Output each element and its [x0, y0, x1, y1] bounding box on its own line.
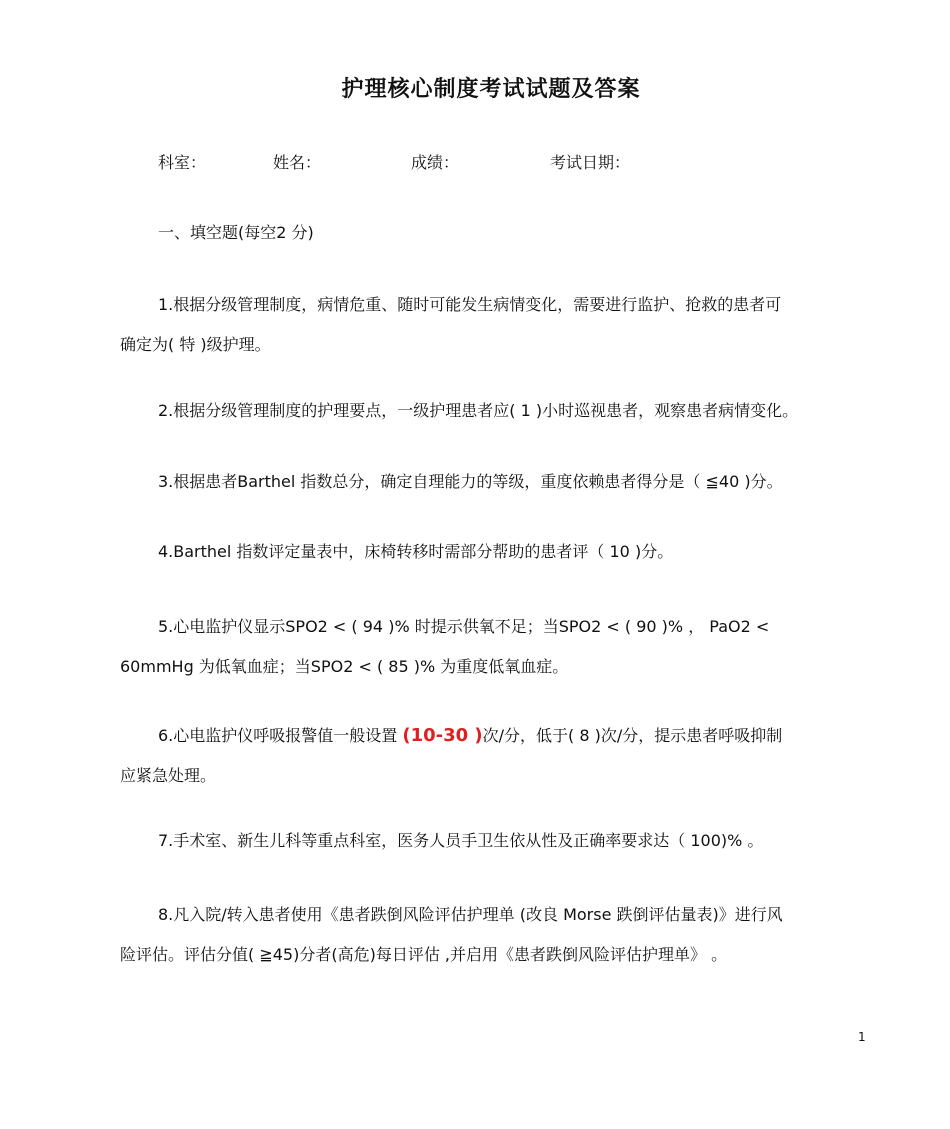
name-label: 姓名： — [273, 153, 322, 172]
question-6-handwritten-answer: (10-30 ) — [402, 725, 483, 746]
question-7-line-1: 7.手术室、新生儿科等重点科室，医务人员手卫生依从性及正确率要求达（ 100)% 。 — [158, 831, 764, 850]
page-title: 护理核心制度考试试题及答案 — [341, 77, 641, 102]
question-4-line-1: 4.Barthel 指数评定量表中，床椅转移时需部分帮助的患者评（ 10 )分。 — [158, 542, 674, 561]
question-5-line-1: 5.心电监护仪显示SPO2 < ( 94 )% 时提示供氧不足；当SPO2 < ( 90 )% ， PaO2 < — [158, 617, 770, 636]
page-number: 1 — [858, 1030, 866, 1044]
question-6-suffix: 次/分，低于( 8 )次/分，提示患者呼吸抑制 — [482, 726, 783, 745]
question-3-line-1: 3.根据患者Barthel 指数总分，确定自理能力的等级，重度依赖患者得分是（ ≦40 )分。 — [158, 472, 783, 491]
dept-label: 科室： — [158, 153, 207, 172]
question-8-line-2: 险评估。评估分值( ≧45)分者(高危)每日评估 ,并启用《患者跌倒风险评估护理单》 。 — [120, 945, 728, 964]
exam-date-label: 考试日期： — [550, 153, 631, 172]
question-1-line-1: 1.根据分级管理制度，病情危重、随时可能发生病情变化，需要进行监护、抢救的患者可 — [158, 295, 782, 314]
section-heading: 一、填空题(每空2 分) — [158, 223, 314, 242]
question-6-prefix: 6.心电监护仪呼吸报警值一般设置 — [158, 726, 403, 745]
question-6-line-2: 应紧急处理。 — [120, 766, 217, 785]
score-label: 成绩： — [411, 153, 460, 172]
question-8-line-1: 8.凡入院/转入患者使用《患者跌倒风险评估护理单 (改良 Morse 跌倒评估量表)》进行风 — [158, 905, 783, 924]
question-2-line-1: 2.根据分级管理制度的护理要点，一级护理患者应( 1 )小时巡视患者，观察患者病情变化。 — [158, 401, 799, 420]
question-6-line-1 — [158, 717, 782, 755]
question-1-line-2: 确定为( 特 )级护理。 — [120, 335, 271, 354]
question-5-line-2: 60mmHg 为低氧血症；当SPO2 < ( 85 )% 为重度低氧血症。 — [120, 657, 569, 676]
